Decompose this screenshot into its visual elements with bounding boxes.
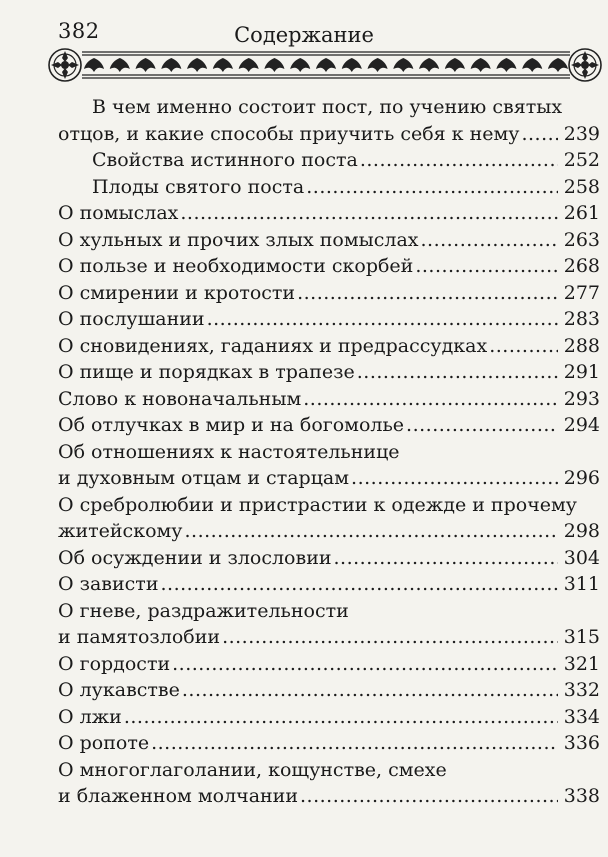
dot-leader <box>180 200 557 227</box>
lotus-motif <box>161 58 181 72</box>
toc-entry-line: Об отношениях к настоятельнице <box>58 440 400 463</box>
toc-entry-page-number: 263 <box>563 228 600 251</box>
toc-entry-page-number: 277 <box>563 281 600 304</box>
toc-entry-row <box>58 518 600 545</box>
dot-leader <box>124 704 558 731</box>
dot-leader <box>521 121 557 148</box>
toc-entry[interactable] <box>58 704 600 731</box>
toc-entry-row <box>58 412 600 439</box>
toc-entry-row <box>58 677 600 704</box>
toc-entry-page-number: 288 <box>563 334 600 357</box>
toc-entry-page-number: 268 <box>563 255 600 277</box>
toc-entry-page-number: 252 <box>563 149 600 171</box>
toc-entry[interactable] <box>58 677 600 704</box>
toc-entry-row <box>58 227 600 254</box>
toc-entry-row <box>58 651 600 678</box>
toc-entry-page-number: 338 <box>563 785 600 807</box>
page-header <box>0 0 608 90</box>
toc-entry-page-number: 239 <box>563 122 600 145</box>
toc-entry-title: Свойства истинного поста <box>92 149 358 171</box>
toc-entry[interactable] <box>58 651 600 678</box>
toc-entry[interactable] <box>58 280 600 307</box>
toc-entry[interactable] <box>58 227 600 254</box>
toc-entry-row <box>58 306 600 333</box>
toc-entry-row <box>58 121 600 148</box>
dot-leader <box>297 280 558 307</box>
toc-entry-page-number: 291 <box>563 361 600 383</box>
dot-leader <box>172 651 558 678</box>
toc-entry-title: О зависти <box>58 573 159 595</box>
toc-entry-title: О помыслах <box>58 202 179 224</box>
toc-entry-page-number: 311 <box>563 573 600 595</box>
dot-leader <box>306 174 558 201</box>
toc-entry-title: О ропоте <box>58 732 150 754</box>
dot-leader <box>360 147 558 174</box>
toc-entry-title: Об отлучках в мир и на богомолье <box>58 414 405 436</box>
toc-entry-title: Слово к новоначальным <box>58 387 302 410</box>
toc-entry-row <box>58 704 600 731</box>
toc-entry-row <box>58 624 600 651</box>
lotus-motif <box>393 58 413 72</box>
lotus-motif <box>368 58 388 72</box>
toc-entry[interactable] <box>58 306 600 333</box>
toc-entry[interactable] <box>58 333 600 360</box>
corner-rosette-right <box>569 49 601 81</box>
lotus-motif <box>264 58 284 72</box>
page-number: 382 <box>58 19 100 43</box>
dot-leader <box>406 412 558 439</box>
dot-leader <box>160 571 557 598</box>
toc-entry-page-number: 293 <box>563 387 600 410</box>
toc-entry-row <box>58 465 600 492</box>
toc-entry[interactable] <box>58 730 600 757</box>
toc-entry-row <box>58 783 600 810</box>
ornamental-border <box>46 46 604 84</box>
toc-entry-row <box>58 386 600 413</box>
corner-rosette-left <box>49 49 81 81</box>
toc-entry[interactable] <box>58 147 600 174</box>
dot-leader <box>420 227 557 254</box>
toc-entry-row <box>58 253 600 280</box>
toc-entry-row <box>58 200 600 227</box>
toc-entry-line: О гневе, раздражительности <box>58 599 349 622</box>
dot-leader <box>489 333 558 360</box>
toc-entry-title: отцов, и какие способы приучить себя к нему <box>58 122 520 145</box>
toc-entry-row <box>58 333 600 360</box>
toc-entry[interactable] <box>58 545 600 572</box>
lotus-motif <box>342 58 362 72</box>
running-title: Содержание <box>234 23 374 47</box>
toc-entry[interactable] <box>58 571 600 598</box>
toc-entry-title: О пользе и необходимости скорбей <box>58 255 414 277</box>
dot-leader <box>207 306 558 333</box>
toc-entry-page-number: 298 <box>563 520 600 542</box>
dot-leader <box>303 386 558 413</box>
toc-entry-page-number: 258 <box>563 175 600 198</box>
toc-entry-title: О хульных и прочих злых помыслах <box>58 228 419 251</box>
lotus-motif <box>548 58 568 72</box>
lotus-motif <box>136 58 156 72</box>
toc-entry-title: Плоды святого поста <box>92 175 305 198</box>
dot-leader <box>182 677 558 704</box>
dot-leader <box>351 465 558 492</box>
lotus-motif <box>471 58 491 72</box>
toc-entry-page-number: 336 <box>563 732 600 754</box>
toc-entry[interactable] <box>58 598 600 651</box>
lotus-motif <box>110 58 130 72</box>
toc-entry-title: и блаженном молчании <box>58 785 299 807</box>
toc-entry-row <box>58 174 600 201</box>
lotus-motif <box>213 58 233 72</box>
dot-leader <box>222 624 558 651</box>
toc-entry[interactable] <box>58 359 600 386</box>
table-of-contents <box>58 94 600 810</box>
dot-leader <box>184 518 557 545</box>
toc-entry-title: и памятозлобии <box>58 626 221 648</box>
lotus-motif <box>316 58 336 72</box>
toc-entry[interactable] <box>58 174 600 201</box>
dot-leader <box>415 253 557 280</box>
toc-entry-row <box>58 545 600 572</box>
toc-entry-title: житейскому <box>58 520 183 542</box>
lotus-motif <box>445 58 465 72</box>
toc-entry-title: О гордости <box>58 652 171 675</box>
lotus-motif <box>290 58 310 72</box>
toc-entry[interactable] <box>58 439 600 492</box>
toc-entry-line: О сребролюбии и пристрастии к одежде и прочему <box>58 493 577 516</box>
dot-leader <box>334 545 558 572</box>
toc-entry-page-number: 321 <box>563 652 600 675</box>
toc-entry[interactable] <box>58 253 600 280</box>
toc-entry-title: О лжи <box>58 705 122 728</box>
dot-leader <box>357 359 558 386</box>
toc-entry-title: Об осуждении и злословии <box>58 546 332 569</box>
toc-entry-row <box>58 571 600 598</box>
toc-entry-line: В чем именно состоит пост, по учению святых <box>92 96 563 118</box>
toc-entry[interactable] <box>58 386 600 413</box>
lotus-motif <box>187 58 207 72</box>
toc-entry-page-number: 294 <box>563 414 600 436</box>
toc-entry-page-number: 315 <box>563 626 600 648</box>
toc-entry-line: О многоглаголании, кощунстве, смехе <box>58 758 447 781</box>
toc-entry-row <box>58 359 600 386</box>
toc-entry-page-number: 334 <box>563 705 600 728</box>
toc-entry-title: О пище и порядках в трапезе <box>58 361 355 383</box>
toc-entry-title: и духовным отцам и старцам <box>58 467 350 489</box>
toc-entry-title: О послушании <box>58 308 205 330</box>
toc-entry-row <box>58 730 600 757</box>
dot-leader <box>151 730 558 757</box>
toc-entry-row <box>58 147 600 174</box>
lotus-motif <box>84 58 104 72</box>
dot-leader <box>300 783 558 810</box>
toc-entry-title: О сновидениях, гаданиях и предрассудках <box>58 334 488 357</box>
toc-entry[interactable] <box>58 94 600 147</box>
toc-entry-title: О смирении и кротости <box>58 281 296 304</box>
lotus-motif <box>496 58 516 72</box>
lotus-motif <box>522 58 542 72</box>
toc-entry-page-number: 261 <box>563 202 600 224</box>
toc-entry[interactable] <box>58 200 600 227</box>
lotus-motif <box>419 58 439 72</box>
toc-entry[interactable] <box>58 492 600 545</box>
toc-entry-page-number: 283 <box>563 308 600 330</box>
toc-entry-row <box>58 280 600 307</box>
toc-entry-title: О лукавстве <box>58 679 180 701</box>
toc-entry[interactable] <box>58 412 600 439</box>
lotus-motif <box>239 58 259 72</box>
toc-entry-page-number: 304 <box>563 546 600 569</box>
toc-entry-page-number: 332 <box>563 679 600 701</box>
toc-entry-page-number: 296 <box>563 467 600 489</box>
toc-entry[interactable] <box>58 757 600 810</box>
